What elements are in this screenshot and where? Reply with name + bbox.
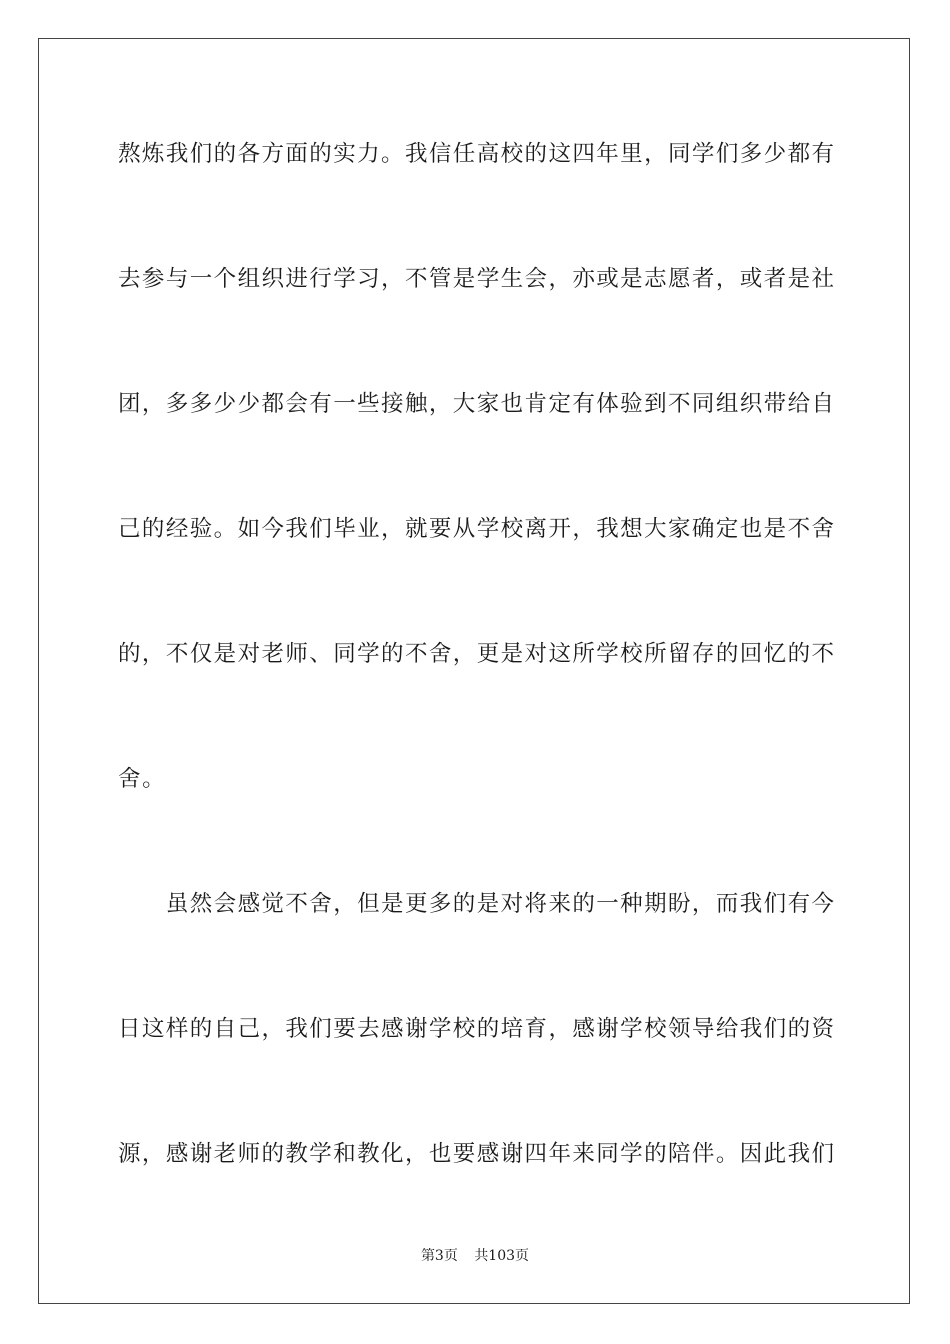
text-line: 的，不仅是对老师、同学的不舍，更是对这所学校所留存的回忆的不 xyxy=(118,641,834,667)
text-line: 去参与一个组织进行学习，不管是学生会，亦或是志愿者，或者是社 xyxy=(118,266,834,292)
page-total: 共103页 xyxy=(474,1248,530,1264)
text-line: 源，感谢老师的教学和教化，也要感谢四年来同学的陪伴。因此我们 xyxy=(118,1141,834,1167)
page-frame xyxy=(38,38,910,1304)
text-line: 舍。 xyxy=(118,766,167,792)
text-line: 熬炼我们的各方面的实力。我信任高校的这四年里，同学们多少都有 xyxy=(118,141,834,167)
page-footer xyxy=(0,1247,950,1265)
text-line: 日这样的自己，我们要去感谢学校的培育，感谢学校领导给我们的资 xyxy=(118,1016,834,1042)
page-number: 第3页 xyxy=(420,1248,458,1264)
text-line: 团，多多少少都会有一些接触，大家也肯定有体验到不同组织带给自 xyxy=(118,391,834,417)
text-line: 己的经验。如今我们毕业，就要从学校离开，我想大家确定也是不舍 xyxy=(118,516,834,542)
text-line: 虽然会感觉不舍，但是更多的是对将来的一种期盼，而我们有今 xyxy=(118,891,834,917)
